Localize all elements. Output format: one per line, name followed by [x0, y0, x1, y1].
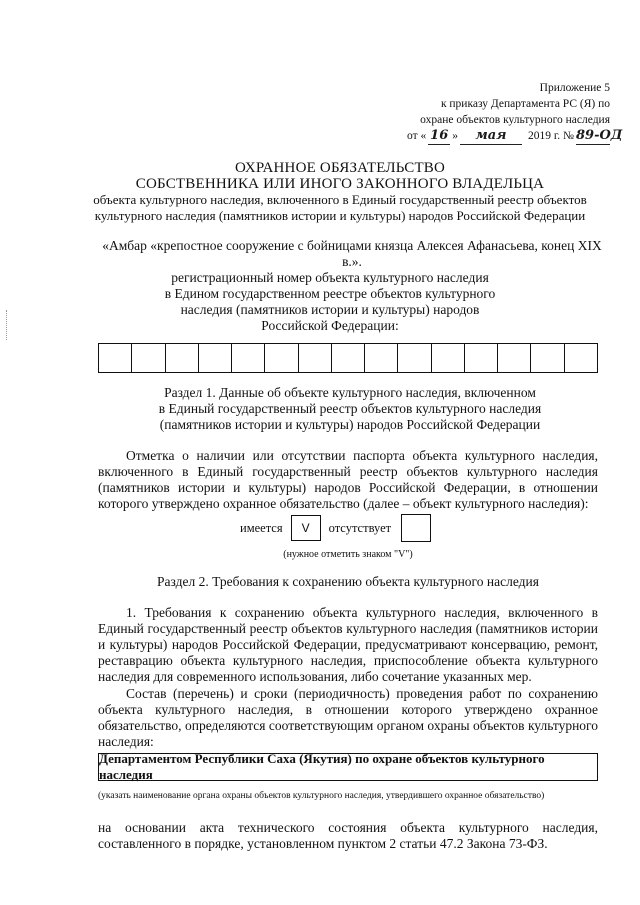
- passport-note: Отметка о наличии или отсутствии паспорта объекта культурного наследия, включенного в Единый государственный реестр объектов культурного наследия (памятников истории и культуры) народов Российской Федерации, в отношении которого утверждено охранное обязательство (далее – объект культурного наследия):: [98, 448, 598, 511]
- department-field[interactable]: Департаментом Республики Саха (Якутия) по охране объектов культурного наследия: [98, 753, 598, 781]
- document-title: [80, 160, 600, 224]
- appendix-title: Приложение 5: [539, 82, 610, 94]
- registration-number-grid[interactable]: [98, 343, 598, 373]
- section-2-paragraph-3: на основании акта технического состояния объекта культурного наследия, составленного в порядке, установленном пунктом 2 статьи 47.2 Закона 73-ФЗ.: [98, 820, 598, 851]
- reg-cell[interactable]: [199, 344, 232, 372]
- department-field-note: (указать наименование органа охраны объектов культурного наследия, утвердившего охранное обязательство): [98, 791, 545, 801]
- order-date-prefix: от «: [406, 130, 427, 142]
- reg-cell[interactable]: [299, 344, 332, 372]
- title-line-3: объекта культурного наследия, включенного в Единый государственный реестр объектов: [93, 192, 587, 207]
- has-passport-label: имеется: [240, 520, 283, 535]
- reg-cell[interactable]: [498, 344, 531, 372]
- order-day: 16: [430, 128, 449, 143]
- section-1-line-1: Раздел 1. Данные об объекте культурного наследия, включенном: [164, 385, 536, 400]
- reg-cell[interactable]: [531, 344, 564, 372]
- section-2-paragraph-1: 1. Требования к сохранению объекта культурного наследия, включенного в Единый государственный реестр объектов культурного наследия (памятников истории и культуры) народов Российской Федерации, предусматривают консервацию, ремонт, реставрацию объекта культурного наследия, приспособление объекта культурного наследия для современного использования, либо сочетание указанных мер.: [98, 605, 598, 684]
- presence-instruction: (нужное отметить знаком "V"): [283, 549, 413, 560]
- no-passport-label: отсутствует: [328, 520, 392, 535]
- reg-cell[interactable]: [398, 344, 431, 372]
- reg-cell[interactable]: [365, 344, 398, 372]
- order-month: мая: [460, 128, 522, 145]
- reg-cell[interactable]: [465, 344, 498, 372]
- title-line-1: ОХРАННОЕ ОБЯЗАТЕЛЬСТВО: [234, 160, 446, 176]
- no-passport-checkbox[interactable]: [401, 514, 431, 542]
- section-1-heading: [120, 385, 580, 433]
- reg-cell[interactable]: [99, 344, 132, 372]
- order-year: 2019 г. №: [527, 130, 574, 142]
- reg-cell[interactable]: [166, 344, 199, 372]
- reg-cell[interactable]: [332, 344, 365, 372]
- order-date-line: [380, 128, 623, 145]
- reg-cell[interactable]: [232, 344, 265, 372]
- reg-cell[interactable]: [265, 344, 298, 372]
- order-date-close: »: [452, 130, 458, 142]
- section-2-heading: Раздел 2. Требования к сохранению объекта культурного наследия: [157, 574, 539, 589]
- section-1-line-2: в Единый государственный реестр объектов культурного наследия: [158, 401, 542, 416]
- reg-cell[interactable]: [565, 344, 597, 372]
- reg-cell[interactable]: [132, 344, 165, 372]
- registration-line-4: Российской Федерации:: [261, 318, 399, 333]
- registration-line-1: регистрационный номер объекта культурного наследия: [171, 270, 489, 285]
- reg-cell[interactable]: [432, 344, 465, 372]
- section-2-paragraph-2: Состав (перечень) и сроки (периодичность) проведения работ по сохранению объекта культурного наследия, в отношении которого утверждено охранное обязательство, определяются соответствующим органом охраны объектов культурного наследия:: [98, 686, 598, 749]
- appendix-department: охране объектов культурного наследия: [420, 114, 610, 126]
- margin-mark: [6, 310, 8, 340]
- order-number: 89-ОД: [576, 128, 623, 143]
- object-name: «Амбар «крепостное сооружение с бойницами князца Алексея Афанасьева, конец XIX в.».: [102, 238, 602, 269]
- registration-caption: [110, 270, 550, 334]
- title-line-4: культурного наследия (памятников истории и культуры) народов Российской Федерации: [94, 208, 586, 223]
- appendix-order-ref: к приказу Департамента РС (Я) по: [440, 98, 610, 110]
- title-line-2: СОБСТВЕННИКА ИЛИ ИНОГО ЗАКОННОГО ВЛАДЕЛЬЦА: [135, 176, 545, 192]
- has-passport-checkbox[interactable]: V: [291, 515, 321, 541]
- registration-line-3: наследия (памятников истории и культуры) народов: [180, 302, 480, 317]
- appendix-header: [380, 80, 623, 145]
- registration-line-2: в Едином государственном реестре объектов культурного: [164, 286, 496, 301]
- passport-presence-row: [240, 515, 431, 541]
- section-1-line-3: (памятников истории и культуры) народов Российской Федерации: [159, 417, 541, 432]
